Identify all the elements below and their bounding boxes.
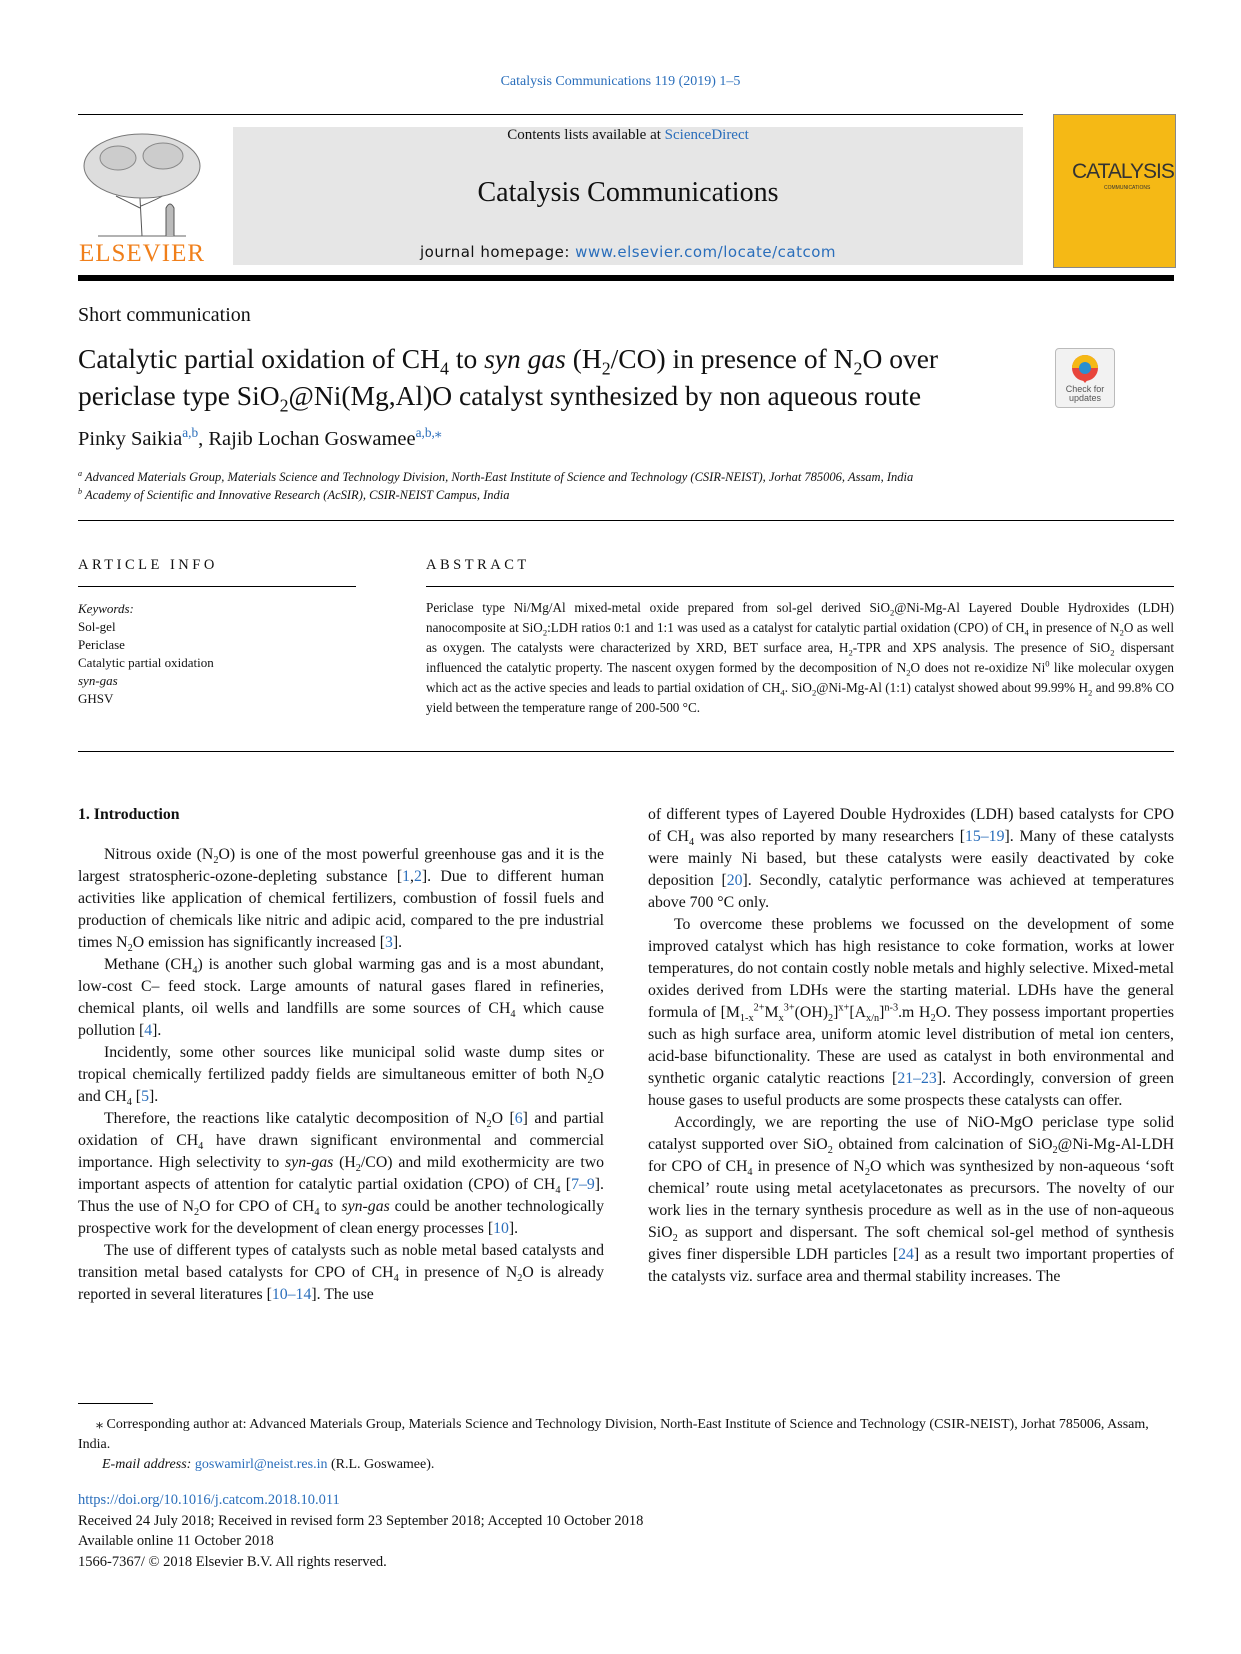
contents-prefix: Contents lists available at (507, 127, 665, 143)
header-top-rule (78, 114, 1023, 115)
paragraph: To overcome these problems we focussed on the development of some improved catalyst which has high resistance to coke formation, works at lower temperatures, do not contain costly noble metals and highly selective. Mixed-metal oxides derived from LDHs were the starting material. LDHs have the general formula of $[M_{1-x}^{2+}M_x^{3+}(OH)_2]^{x+}[A_{x/n}]^{n-3}.m$ $H_2O$. They possess important properties such as high surface area, uniform atomic level distribution of metal ion centers, acid-base bifunctionality. These are used as catalyst in both environmental and synthetic organic catalytic reactions [21–23]. Accordingly, conversion of green house gases to useful products are some prospects these catalysts can offer. (648, 916, 1174, 1109)
doi-link[interactable]: https://doi.org/10.1016/j.catcom.2018.10.011 (78, 1492, 340, 1508)
paragraph: Methane $(CH_4)$ is another such global warming gas and is a most abundant, low-cost C– feed stock. Large amounts of natural gases flared in refineries, chemical plants, oil wells and landfills are some sources of $CH_4$ which cause pollution [4]. (78, 956, 604, 1039)
tree-icon (78, 128, 206, 238)
sciencedirect-link[interactable]: ScienceDirect (664, 127, 749, 143)
keyword: syn-gas (78, 673, 118, 688)
keywords-label: Keywords: (78, 601, 134, 616)
paragraph: Therefore, the reactions like catalytic decomposition of $N_2O$ [6] and partial oxidation of $CH_4$ have drawn significant environmental and commercial importance. High selectivity to syn-gas $(H_2/CO)$ and mild exothermicity are two important aspects of attention for catalytic partial oxidation (CPO) of $CH_4$ [7–9]. Thus the use of $N_2O$ for CPO of $CH_4$ to syn-gas could be another technologically prospective work for the development of clean energy processes [10]. (78, 1110, 605, 1237)
abstract-bottom-rule (78, 751, 1174, 752)
journal-reference[interactable]: Catalysis Communications 119 (2019) 1–5 (500, 74, 741, 89)
check-for-updates-button[interactable] (1055, 348, 1115, 408)
keyword: Catalytic partial oxidation (78, 655, 214, 670)
paragraph: The use of different types of catalysts such as noble metal based catalysts and transition metal based catalysts for CPO of $CH_4$ in presence of $N_2O$ is already reported in several literatures [10–14]. The use (78, 1242, 604, 1303)
author-list: Pinky Saikia$^{a,b}$, Rajib Lochan Goswamee$^{a,b,⁎}$ (78, 425, 442, 450)
copyright: 1566-7367/ © 2018 Elsevier B.V. All rights reserved. (78, 1553, 387, 1570)
article-info-heading: ARTICLE INFO (78, 557, 218, 573)
section-heading: 1. Introduction (78, 806, 180, 823)
publication-info (78, 1490, 643, 1572)
abstract-text: Periclase type Ni/Mg/Al mixed-metal oxide prepared from sol-gel derived SiO$_2$@Ni-Mg-Al Layered Double Hydroxides (LDH) nanocomposite at SiO$_2$:LDH ratios 0:1 and 1:1 was used as a catalyst for catalytic partial oxidation (CPO) of $CH_4$ in presence of $N_2O$ as well as oxygen. The catalysts were characterized by XRD, BET surface area, $H_2$-TPR and XPS analysis. The presence of SiO$_2$ dispersant influenced the catalytic property. The nascent oxygen formed by the decomposition of $N_2O$ does not re-oxidize Ni$^0$ like molecular oxygen which act as the active species and leads to partial oxidation of $CH_4$. SiO$_2$@Ni-Mg-Al (1:1) catalyst showed about 99.99% $H_2$ and 99.8% CO yield between the temperature range of 200-500 °C. (426, 600, 1175, 715)
affiliation-a: $^a$ Advanced Materials Group, Materials Science and Technology Division, North-East Institute of Science and Technology (CSIR-NEIST), Jorhat 785006, Assam, India (78, 468, 914, 484)
check-updates-label: Check for updates (1065, 384, 1105, 403)
author-1[interactable]: Pinky Saikia (78, 428, 183, 450)
elsevier-logo[interactable] (78, 128, 206, 268)
received-dates: Received 24 July 2018; Received in revised form 23 September 2018; Accepted 10 October 2018 (78, 1512, 644, 1529)
author-2-affil[interactable]: a,b,⁎ (415, 425, 442, 441)
paragraph: Incidently, some other sources like municipal solid waste dump sites or tropical chemically fertilized paddy fields are simultaneous emitter of both $N_2O$ and $CH_4$ [5]. (78, 1044, 604, 1109)
contents-line (233, 127, 1023, 144)
keyword: GHSV (78, 691, 114, 706)
keywords-block (78, 600, 214, 708)
article-type: Short communication (78, 304, 251, 326)
corresponding-footnote: ⁎ Corresponding author at: Advanced Materials Group, Materials Science and Technology Division, North-East Institute of Science and Technology (CSIR-NEIST), Jorhat 785006, Assam, India. E-mail address: goswamirl@neist.res.in (R.L. Goswamee). (78, 1417, 1149, 1472)
header-thick-rule (78, 275, 1174, 281)
homepage-link[interactable]: www.elsevier.com/locate/catcom (575, 243, 837, 261)
check-updates-icon (1056, 349, 1114, 385)
paragraph: Accordingly, we are reporting the use of NiO-MgO periclase type solid catalyst supported over SiO$_2$ obtained from calcination of SiO$_2$@Ni-Mg-Al-LDH for CPO of $CH_4$ in presence of $N_2O$ which was synthesized by non-aqueous ‘soft chemical’ route using metal acetylacetonates as precursors. The novelty of our work lies in the ternary synthesis procedure as well as in the use of non-aqueous SiO$_2$ as support and dispersant. The soft chemical sol-gel method of synthesis gives finer dispersible LDH particles [24] as a result two important properties of the catalysts viz. surface area and thermal stability increases. The (648, 1114, 1175, 1285)
journal-title: Catalysis Communications (477, 177, 779, 208)
author-2[interactable]: Rajib Lochan Goswamee (208, 428, 416, 450)
footnote-rule (78, 1403, 153, 1404)
abstract-rule (426, 586, 1174, 587)
article-info-rule (78, 586, 356, 587)
elsevier-wordmark: ELSEVIER (78, 240, 206, 267)
affiliations (78, 468, 1078, 504)
cover-title: CATALYSIS (1072, 160, 1174, 183)
body-column-right (648, 804, 1174, 1288)
body-column-left (78, 804, 604, 1306)
article-title: Catalytic partial oxidation of $CH_4$ to syn gas $(H_2/CO)$ in presence of $N_2O$ over periclase type SiO$_2$@Ni(Mg,Al)O catalyst synthesized by non aqueous route (78, 343, 939, 416)
keyword: Sol-gel (78, 619, 116, 634)
email-link[interactable]: goswamirl@neist.res.in (194, 1457, 328, 1472)
cover-subtitle: COMMUNICATIONS (1104, 185, 1151, 191)
affiliation-b: $^b$ Academy of Scientific and Innovative Research (AcSIR), CSIR-NEIST Campus, India (78, 486, 510, 502)
affil-rule (78, 520, 1174, 521)
journal-banner (233, 127, 1023, 265)
homepage-prefix: journal homepage: (419, 243, 576, 261)
keyword: Periclase (78, 637, 125, 652)
journal-cover[interactable] (1053, 114, 1176, 268)
online-date: Available online 11 October 2018 (78, 1533, 274, 1549)
author-1-affil[interactable]: a,b (182, 425, 199, 441)
paragraph: Nitrous oxide $(N_2O)$ is one of the most powerful greenhouse gas and it is the largest stratospheric-ozone-depleting substance [1,2]. Due to different human activities like application of chemical fertilizers, combustion of fossil fuels and production of chemicals like nitric and adipic acid, compared to the pre industrial times $N_2O$ emission has significantly increased [3]. (78, 846, 605, 955)
paragraph: of different types of Layered Double Hydroxides (LDH) based catalysts for CPO of $CH_4$ was also reported by many researchers [15–19]. Many of these catalysts were mainly Ni based, but these catalysts were easily deactivated by coke deposition [20]. Secondly, catalytic performance was achieved at temperatures above 700 °C only. (648, 806, 1174, 911)
abstract-heading: ABSTRACT (426, 557, 530, 573)
homepage-line (233, 243, 1023, 261)
